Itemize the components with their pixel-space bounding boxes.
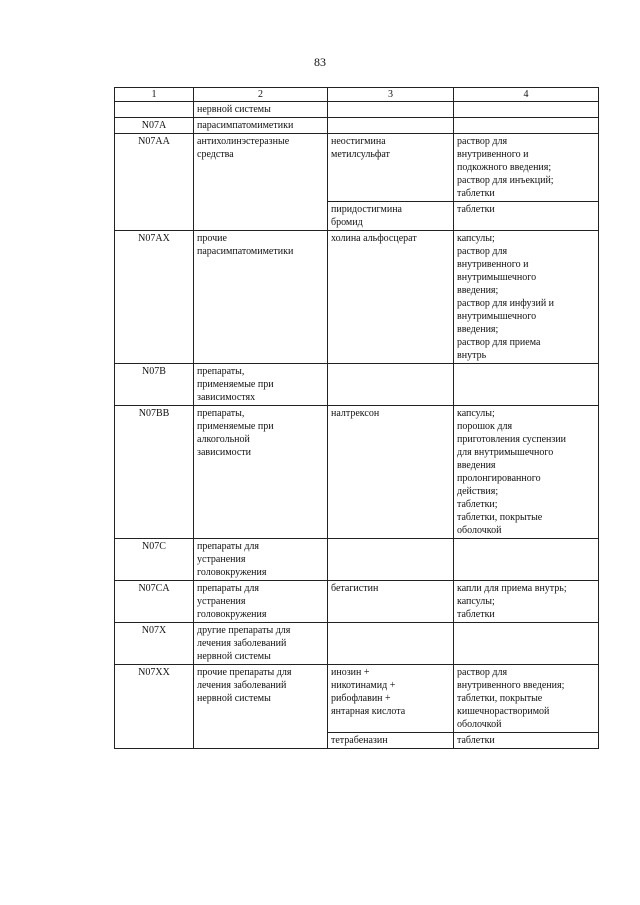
header-col-3: 3 bbox=[328, 88, 454, 102]
dosage-form-line: раствор для инъекций; bbox=[457, 175, 554, 186]
dosage-form-cell bbox=[454, 118, 599, 134]
dosage-form-line: введения; bbox=[457, 324, 499, 335]
substance-line: метилсульфат bbox=[331, 149, 390, 160]
dosage-form-line: капсулы; bbox=[457, 408, 495, 419]
drug-table bbox=[114, 87, 599, 749]
header-row bbox=[115, 88, 599, 102]
group-line: зависимости bbox=[197, 447, 251, 458]
dosage-form-line: внутривенного и bbox=[457, 259, 529, 270]
dosage-form-line: таблетки bbox=[457, 735, 495, 746]
table-row bbox=[115, 539, 599, 581]
group-line: нервной системы bbox=[197, 651, 271, 662]
table-row bbox=[115, 581, 599, 623]
group-line: препараты, bbox=[197, 366, 245, 377]
substance-line: никотинамид + bbox=[331, 680, 396, 691]
dosage-form-cell bbox=[454, 102, 599, 118]
group-cell bbox=[194, 202, 328, 231]
group-line: устранения bbox=[197, 554, 246, 565]
substance-line: налтрексон bbox=[331, 408, 380, 419]
group-cell bbox=[194, 364, 328, 406]
group-line: применяемые при bbox=[197, 421, 274, 432]
table-row bbox=[115, 102, 599, 118]
substance-cell bbox=[328, 623, 454, 665]
dosage-form-line: раствор для инфузий и bbox=[457, 298, 555, 309]
group-line: антихолинэстеразные bbox=[197, 136, 290, 147]
group-line: алкогольной bbox=[197, 434, 250, 445]
group-line: лечения заболеваний bbox=[197, 680, 287, 691]
substance-line: неостигмина bbox=[331, 136, 386, 147]
dosage-form-cell bbox=[454, 364, 599, 406]
group-cell bbox=[194, 406, 328, 539]
group-line: препараты для bbox=[197, 541, 260, 552]
dosage-form-line: таблетки bbox=[457, 188, 495, 199]
group-cell bbox=[194, 118, 328, 134]
dosage-form-cell bbox=[454, 733, 599, 749]
dosage-form-line: раствор для bbox=[457, 667, 508, 678]
substance-cell bbox=[328, 665, 454, 733]
substance-line: рибофлавин + bbox=[331, 693, 391, 704]
group-line: препараты для bbox=[197, 583, 260, 594]
header-col-2: 2 bbox=[194, 88, 328, 102]
group-line: средства bbox=[197, 149, 234, 160]
group-line: лечения заболеваний bbox=[197, 638, 287, 649]
dosage-form-line: раствор для bbox=[457, 136, 508, 147]
group-line: парасимпатомиметики bbox=[197, 120, 294, 131]
table-row bbox=[115, 202, 599, 231]
substance-line: бромид bbox=[331, 217, 363, 228]
dosage-form-line: действия; bbox=[457, 486, 499, 497]
group-line: применяемые при bbox=[197, 379, 274, 390]
group-cell bbox=[194, 665, 328, 733]
table-row bbox=[115, 623, 599, 665]
atc-code-cell: N07CA bbox=[115, 581, 194, 623]
group-line: головокружения bbox=[197, 567, 267, 578]
page-number: 83 bbox=[314, 55, 326, 69]
atc-code-cell: N07AA bbox=[115, 134, 194, 202]
dosage-form-line: подкожного введения; bbox=[457, 162, 552, 173]
dosage-form-line: внутривенного введения; bbox=[457, 680, 565, 691]
substance-cell bbox=[328, 581, 454, 623]
dosage-form-line: капсулы; bbox=[457, 596, 495, 607]
dosage-form-line: таблетки bbox=[457, 609, 495, 620]
group-line: зависимостях bbox=[197, 392, 256, 403]
group-line: устранения bbox=[197, 596, 246, 607]
substance-cell bbox=[328, 102, 454, 118]
dosage-form-line: для внутримышечного bbox=[457, 447, 554, 458]
table-row bbox=[115, 134, 599, 202]
dosage-form-line: оболочкой bbox=[457, 719, 502, 730]
group-cell bbox=[194, 539, 328, 581]
dosage-form-line: таблетки bbox=[457, 204, 495, 215]
dosage-form-cell bbox=[454, 231, 599, 364]
table-row bbox=[115, 118, 599, 134]
substance-line: инозин + bbox=[331, 667, 370, 678]
group-cell bbox=[194, 134, 328, 202]
table-row bbox=[115, 665, 599, 733]
dosage-form-cell bbox=[454, 665, 599, 733]
group-line: нервной системы bbox=[197, 104, 271, 115]
dosage-form-line: внутримышечного bbox=[457, 272, 537, 283]
atc-code-cell: N07A bbox=[115, 118, 194, 134]
substance-line: пиридостигмина bbox=[331, 204, 402, 215]
header-col-1: 1 bbox=[115, 88, 194, 102]
dosage-form-line: внутримышечного bbox=[457, 311, 537, 322]
atc-code-cell: N07X bbox=[115, 623, 194, 665]
dosage-form-line: таблетки; bbox=[457, 499, 498, 510]
table-row bbox=[115, 364, 599, 406]
dosage-form-line: приготовления суспензии bbox=[457, 434, 567, 445]
substance-cell bbox=[328, 406, 454, 539]
dosage-form-line: внутривенного и bbox=[457, 149, 529, 160]
group-cell bbox=[194, 231, 328, 364]
substance-cell bbox=[328, 733, 454, 749]
header-col-4: 4 bbox=[454, 88, 599, 102]
atc-code-cell: N07AX bbox=[115, 231, 194, 364]
group-cell bbox=[194, 102, 328, 118]
dosage-form-line: кишечнорастворимой bbox=[457, 706, 550, 717]
group-cell bbox=[194, 623, 328, 665]
substance-line: янтарная кислота bbox=[331, 706, 406, 717]
dosage-form-cell bbox=[454, 202, 599, 231]
atc-code-cell: N07C bbox=[115, 539, 194, 581]
substance-cell bbox=[328, 202, 454, 231]
atc-code-cell: N07BB bbox=[115, 406, 194, 539]
dosage-form-line: введения; bbox=[457, 285, 499, 296]
dosage-form-line: таблетки, покрытые bbox=[457, 693, 543, 704]
atc-code-cell bbox=[115, 733, 194, 749]
dosage-form-line: оболочкой bbox=[457, 525, 502, 536]
substance-cell bbox=[328, 134, 454, 202]
substance-line: бетагистин bbox=[331, 583, 379, 594]
table-row bbox=[115, 733, 599, 749]
group-line: парасимпатомиметики bbox=[197, 246, 294, 257]
substance-cell bbox=[328, 539, 454, 581]
substance-line: холина альфосцерат bbox=[331, 233, 417, 244]
dosage-form-cell bbox=[454, 134, 599, 202]
dosage-form-line: капсулы; bbox=[457, 233, 495, 244]
dosage-form-line: капли для приема внутрь; bbox=[457, 583, 567, 594]
dosage-form-line: порошок для bbox=[457, 421, 513, 432]
dosage-form-cell bbox=[454, 406, 599, 539]
group-line: прочие препараты для bbox=[197, 667, 292, 678]
substance-line: тетрабеназин bbox=[331, 735, 388, 746]
group-line: головокружения bbox=[197, 609, 267, 620]
group-line: другие препараты для bbox=[197, 625, 291, 636]
atc-code-cell bbox=[115, 102, 194, 118]
dosage-form-cell bbox=[454, 623, 599, 665]
dosage-form-line: пролонгированного bbox=[457, 473, 541, 484]
dosage-form-line: раствор для приема bbox=[457, 337, 541, 348]
group-cell bbox=[194, 733, 328, 749]
substance-cell bbox=[328, 118, 454, 134]
atc-code-cell: N07B bbox=[115, 364, 194, 406]
atc-code-cell: N07XX bbox=[115, 665, 194, 733]
dosage-form-line: введения bbox=[457, 460, 496, 471]
dosage-form-line: внутрь bbox=[457, 350, 487, 361]
dosage-form-line: раствор для bbox=[457, 246, 508, 257]
dosage-form-cell bbox=[454, 581, 599, 623]
group-cell bbox=[194, 581, 328, 623]
table-row bbox=[115, 406, 599, 539]
substance-cell bbox=[328, 364, 454, 406]
dosage-form-cell bbox=[454, 539, 599, 581]
atc-code-cell bbox=[115, 202, 194, 231]
group-line: препараты, bbox=[197, 408, 245, 419]
group-line: нервной системы bbox=[197, 693, 271, 704]
table-row bbox=[115, 231, 599, 364]
substance-cell bbox=[328, 231, 454, 364]
dosage-form-line: таблетки, покрытые bbox=[457, 512, 543, 523]
group-line: прочие bbox=[197, 233, 227, 244]
